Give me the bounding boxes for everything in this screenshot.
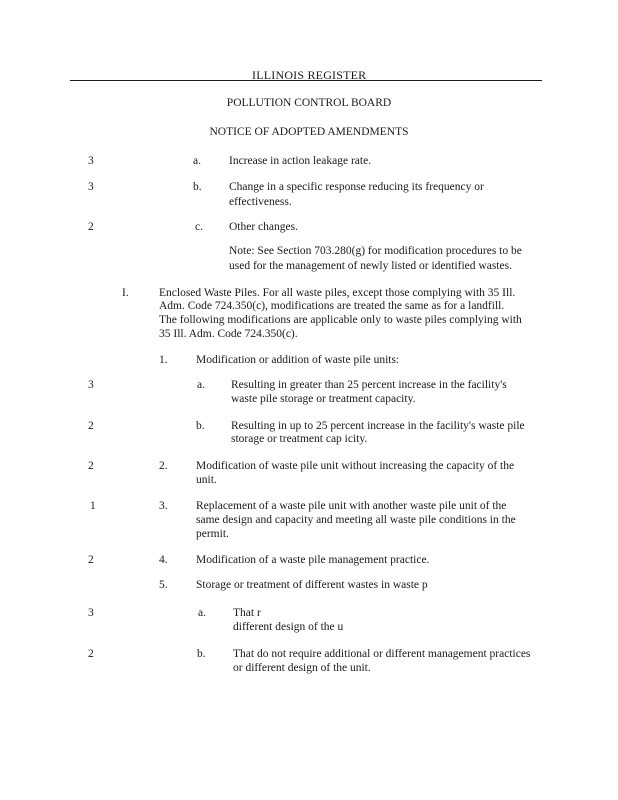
subitem-line: same design and capacity and meeting all waste pile conditions in the [196,514,516,526]
item-label: c. [195,221,203,233]
header-rule [70,80,542,81]
board-title: POLLUTION CONTROL BOARD [226,97,392,109]
item-text-line: Change in a specific response reducing its frequency or [229,181,484,193]
subitem-line: That r [233,607,261,619]
register-title: ILLINOIS REGISTER [252,68,367,82]
note-line: Note: See Section 703.280(g) for modification procedures to be [229,245,522,257]
section-line: The following modifications are applicable only to waste piles complying with [159,314,522,326]
subitem-label: a. [198,607,206,619]
subitem-line: or different design of the unit. [233,662,371,674]
subitem-label: a. [197,379,205,391]
item-label: a. [193,155,201,167]
subitem-label: 5. [159,579,168,591]
subitem-line: Modification or addition of waste pile units: [196,354,400,366]
subitem-line: Modification of waste pile unit without increasing the capacity of the [196,460,515,472]
section-line: Adm. Code 724.350(c), modifications are treated the same as for a landfill. [159,300,505,312]
subitem-line: Resulting in up to 25 percent increase in the facility's waste pile [231,420,525,432]
subitem-label: 3. [159,500,168,512]
class-number: 2 [88,221,94,233]
section-label: I. [122,287,129,299]
subitem-label: 1. [159,354,168,366]
note-line: used for the management of newly listed or identified wastes. [229,260,512,272]
item-text: Increase in action leakage rate. [229,155,372,167]
class-number: 2 [88,554,94,566]
item-label: b. [193,181,202,193]
class-number: 2 [88,420,94,432]
class-number: 2 [88,648,94,660]
subitem-line: That do not require additional or different management practices [233,648,531,660]
item-text: Other changes. [229,221,298,233]
class-number: 3 [88,181,94,193]
subitem-label: b. [196,420,205,432]
class-number: 3 [88,607,94,619]
section-line: 35 Ill. Adm. Code 724.350(c). [159,328,298,340]
section-line: Enclosed Waste Piles. For all waste piles, except those complying with 35 Ill. [159,287,516,299]
subitem-line: permit. [196,528,229,540]
subitem-label: b. [197,648,206,660]
subitem-line: Modification of a waste pile management practice. [196,554,430,566]
subitem-line: waste pile storage or treatment capacity. [231,393,416,405]
subitem-line: Storage or treatment of different wastes in waste p [196,579,428,591]
class-number: 1 [90,500,96,512]
subitem-label: 2. [159,460,168,472]
item-text-line: effectiveness. [229,196,292,208]
subitem-line: Replacement of a waste pile unit with another waste pile unit of the [196,500,507,512]
class-number: 3 [88,379,94,391]
notice-title: NOTICE OF ADOPTED AMENDMENTS [209,126,409,138]
subitem-line: unit. [196,474,217,486]
subitem-label: 4. [159,554,168,566]
subitem-line: Resulting in greater than 25 percent increase in the facility's [231,379,507,391]
class-number: 3 [88,155,94,167]
subitem-line: storage or treatment cap icity. [231,433,368,445]
subitem-line: different design of the u [233,621,344,633]
class-number: 2 [88,460,94,472]
